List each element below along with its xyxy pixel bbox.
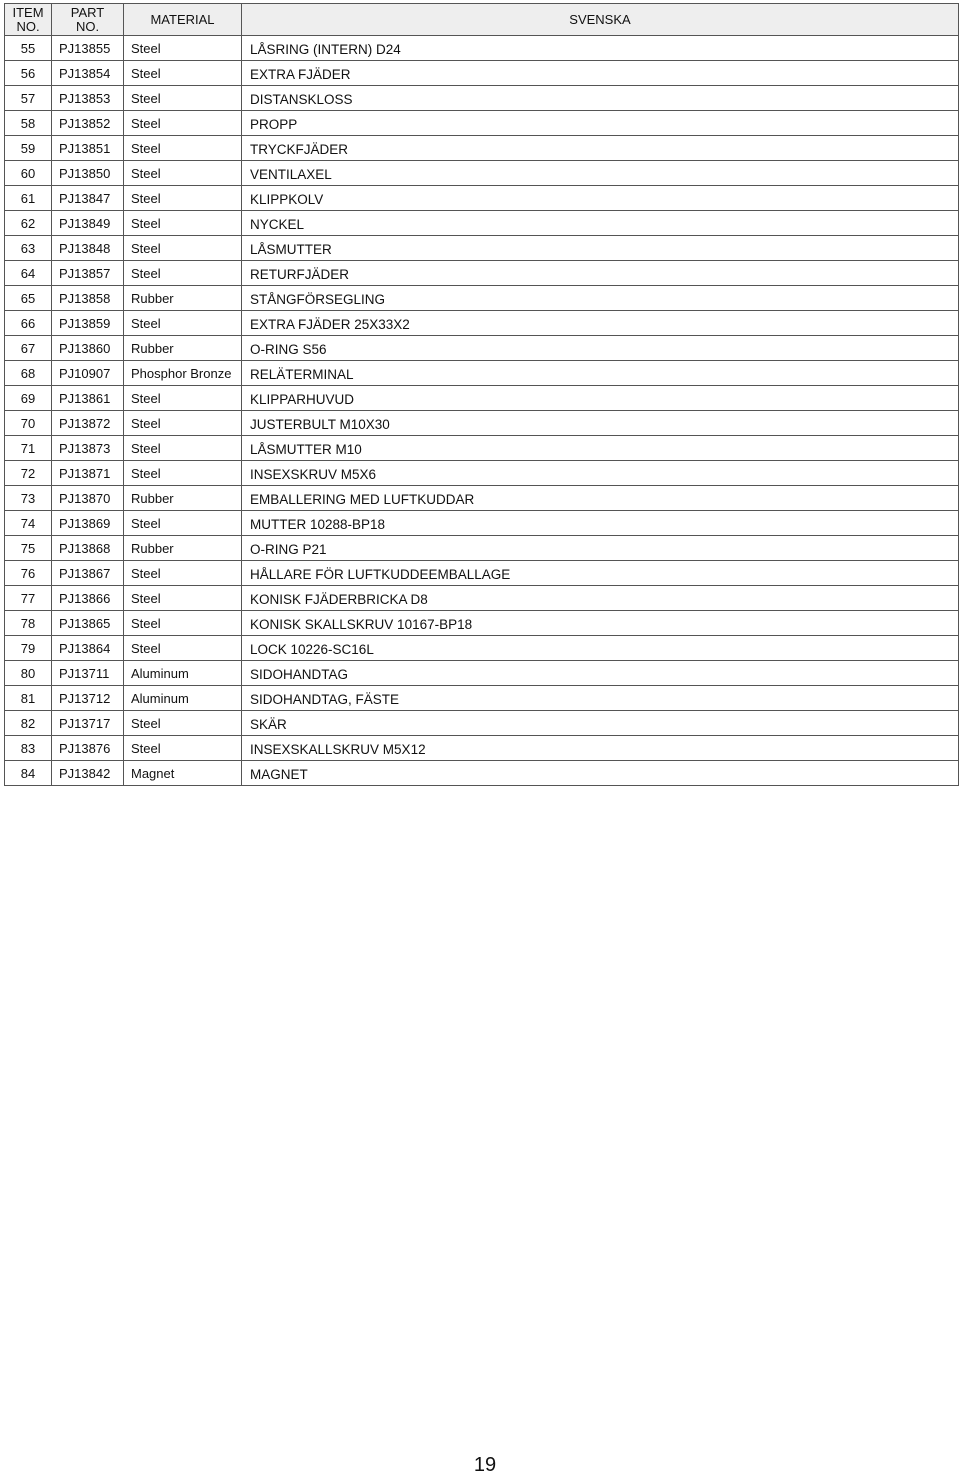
table-row: [5, 461, 959, 486]
item-no-cell: 56: [5, 61, 52, 86]
table-row: [5, 411, 959, 436]
table-row: [5, 586, 959, 611]
material-cell: Steel: [124, 161, 242, 186]
material-cell: Steel: [124, 61, 242, 86]
item-no-cell: 60: [5, 161, 52, 186]
table-row: [5, 761, 959, 786]
material-cell: Steel: [124, 311, 242, 336]
item-no-cell: 61: [5, 186, 52, 211]
page-number: 19: [473, 1454, 497, 1476]
table-row: [5, 86, 959, 111]
table-row: [5, 561, 959, 586]
part-no-cell: PJ13865: [52, 611, 124, 636]
material-cell: Steel: [124, 561, 242, 586]
material-cell: Steel: [124, 236, 242, 261]
svenska-name-cell: MUTTER 10288-BP18: [242, 511, 959, 536]
item-no-cell: 78: [5, 611, 52, 636]
material-cell: Steel: [124, 136, 242, 161]
svenska-name-cell: RELÄTERMINAL: [242, 361, 959, 386]
part-no-cell: PJ13860: [52, 336, 124, 361]
table-row: [5, 436, 959, 461]
table-body: [5, 36, 959, 786]
table-row: [5, 236, 959, 261]
item-no-cell: 80: [5, 661, 52, 686]
svenska-name-cell: LÅSMUTTER: [242, 236, 959, 261]
table-row: [5, 211, 959, 236]
material-cell: Steel: [124, 436, 242, 461]
header-material: MATERIAL: [124, 4, 242, 36]
material-cell: Steel: [124, 461, 242, 486]
material-cell: Steel: [124, 186, 242, 211]
svenska-name-cell: INSEXSKALLSKRUV M5X12: [242, 736, 959, 761]
table-row: [5, 386, 959, 411]
table-row: [5, 61, 959, 86]
material-cell: Aluminum: [124, 661, 242, 686]
item-no-cell: 79: [5, 636, 52, 661]
svenska-name-cell: LOCK 10226-SC16L: [242, 636, 959, 661]
material-cell: Steel: [124, 711, 242, 736]
svenska-name-cell: EXTRA FJÄDER 25X33X2: [242, 311, 959, 336]
material-cell: Steel: [124, 586, 242, 611]
part-no-cell: PJ13857: [52, 261, 124, 286]
item-no-cell: 83: [5, 736, 52, 761]
item-no-cell: 69: [5, 386, 52, 411]
svenska-name-cell: HÅLLARE FÖR LUFTKUDDEEMBALLAGE: [242, 561, 959, 586]
svenska-name-cell: TRYCKFJÄDER: [242, 136, 959, 161]
svenska-name-cell: PROPP: [242, 111, 959, 136]
item-no-cell: 64: [5, 261, 52, 286]
part-no-cell: PJ13849: [52, 211, 124, 236]
material-cell: Steel: [124, 636, 242, 661]
material-cell: Steel: [124, 386, 242, 411]
table-row: [5, 361, 959, 386]
svenska-name-cell: KLIPPKOLV: [242, 186, 959, 211]
item-no-cell: 82: [5, 711, 52, 736]
svenska-name-cell: KONISK SKALLSKRUV 10167-BP18: [242, 611, 959, 636]
svenska-name-cell: SIDOHANDTAG: [242, 661, 959, 686]
item-no-cell: 74: [5, 511, 52, 536]
item-no-cell: 66: [5, 311, 52, 336]
item-no-cell: 67: [5, 336, 52, 361]
svenska-name-cell: DISTANSKLOSS: [242, 86, 959, 111]
item-no-cell: 58: [5, 111, 52, 136]
part-no-cell: PJ10907: [52, 361, 124, 386]
part-no-cell: PJ13847: [52, 186, 124, 211]
item-no-cell: 62: [5, 211, 52, 236]
material-cell: Rubber: [124, 286, 242, 311]
material-cell: Steel: [124, 36, 242, 61]
table-row: [5, 636, 959, 661]
table-row: [5, 311, 959, 336]
table-row: [5, 36, 959, 61]
part-no-cell: PJ13852: [52, 111, 124, 136]
table-row: [5, 686, 959, 711]
part-no-cell: PJ13873: [52, 436, 124, 461]
part-no-cell: PJ13711: [52, 661, 124, 686]
material-cell: Rubber: [124, 536, 242, 561]
table-row: [5, 711, 959, 736]
part-no-cell: PJ13850: [52, 161, 124, 186]
header-part-no: PART NO.: [52, 4, 124, 36]
item-no-cell: 65: [5, 286, 52, 311]
material-cell: Rubber: [124, 336, 242, 361]
material-cell: Steel: [124, 736, 242, 761]
svenska-name-cell: RETURFJÄDER: [242, 261, 959, 286]
part-no-cell: PJ13867: [52, 561, 124, 586]
svenska-name-cell: JUSTERBULT M10X30: [242, 411, 959, 436]
part-no-cell: PJ13842: [52, 761, 124, 786]
table-row: [5, 161, 959, 186]
header-row: [5, 4, 959, 36]
table-row: [5, 286, 959, 311]
table-header: [5, 4, 959, 36]
svenska-name-cell: O-RING P21: [242, 536, 959, 561]
item-no-cell: 57: [5, 86, 52, 111]
svenska-name-cell: O-RING S56: [242, 336, 959, 361]
part-no-cell: PJ13871: [52, 461, 124, 486]
part-no-cell: PJ13866: [52, 586, 124, 611]
table-row: [5, 736, 959, 761]
parts-table: [4, 3, 959, 786]
material-cell: Steel: [124, 511, 242, 536]
item-no-cell: 70: [5, 411, 52, 436]
item-no-cell: 84: [5, 761, 52, 786]
table-row: [5, 336, 959, 361]
part-no-cell: PJ13869: [52, 511, 124, 536]
table-row: [5, 261, 959, 286]
svenska-name-cell: STÅNGFÖRSEGLING: [242, 286, 959, 311]
material-cell: Phosphor Bronze: [124, 361, 242, 386]
part-no-cell: PJ13858: [52, 286, 124, 311]
item-no-cell: 71: [5, 436, 52, 461]
part-no-cell: PJ13870: [52, 486, 124, 511]
item-no-cell: 75: [5, 536, 52, 561]
material-cell: Steel: [124, 111, 242, 136]
part-no-cell: PJ13851: [52, 136, 124, 161]
svenska-name-cell: EMBALLERING MED LUFTKUDDAR: [242, 486, 959, 511]
item-no-cell: 76: [5, 561, 52, 586]
svenska-name-cell: SKÄR: [242, 711, 959, 736]
item-no-cell: 73: [5, 486, 52, 511]
svenska-name-cell: MAGNET: [242, 761, 959, 786]
svenska-name-cell: SIDOHANDTAG, FÄSTE: [242, 686, 959, 711]
table-row: [5, 661, 959, 686]
part-no-cell: PJ13876: [52, 736, 124, 761]
part-no-cell: PJ13855: [52, 36, 124, 61]
header-item-no: ITEM NO.: [5, 4, 52, 36]
part-no-cell: PJ13868: [52, 536, 124, 561]
item-no-cell: 59: [5, 136, 52, 161]
part-no-cell: PJ13853: [52, 86, 124, 111]
part-no-cell: PJ13717: [52, 711, 124, 736]
item-no-cell: 81: [5, 686, 52, 711]
material-cell: Steel: [124, 211, 242, 236]
table-row: [5, 136, 959, 161]
svenska-name-cell: NYCKEL: [242, 211, 959, 236]
table-row: [5, 536, 959, 561]
part-no-cell: PJ13848: [52, 236, 124, 261]
svenska-name-cell: LÅSRING (INTERN) D24: [242, 36, 959, 61]
table-row: [5, 511, 959, 536]
item-no-cell: 72: [5, 461, 52, 486]
part-no-cell: PJ13864: [52, 636, 124, 661]
part-no-cell: PJ13861: [52, 386, 124, 411]
table-row: [5, 186, 959, 211]
material-cell: Steel: [124, 261, 242, 286]
part-no-cell: PJ13872: [52, 411, 124, 436]
material-cell: Steel: [124, 86, 242, 111]
svenska-name-cell: EXTRA FJÄDER: [242, 61, 959, 86]
material-cell: Steel: [124, 411, 242, 436]
svenska-name-cell: VENTILAXEL: [242, 161, 959, 186]
part-no-cell: PJ13854: [52, 61, 124, 86]
table-row: [5, 111, 959, 136]
part-no-cell: PJ13859: [52, 311, 124, 336]
svenska-name-cell: KONISK FJÄDERBRICKA D8: [242, 586, 959, 611]
item-no-cell: 77: [5, 586, 52, 611]
header-svenska: SVENSKA: [242, 4, 959, 36]
svenska-name-cell: INSEXSKRUV M5X6: [242, 461, 959, 486]
material-cell: Magnet: [124, 761, 242, 786]
material-cell: Steel: [124, 611, 242, 636]
table-row: [5, 611, 959, 636]
item-no-cell: 63: [5, 236, 52, 261]
item-no-cell: 68: [5, 361, 52, 386]
part-no-cell: PJ13712: [52, 686, 124, 711]
svenska-name-cell: LÅSMUTTER M10: [242, 436, 959, 461]
item-no-cell: 55: [5, 36, 52, 61]
material-cell: Aluminum: [124, 686, 242, 711]
material-cell: Rubber: [124, 486, 242, 511]
table-row: [5, 486, 959, 511]
svenska-name-cell: KLIPPARHUVUD: [242, 386, 959, 411]
